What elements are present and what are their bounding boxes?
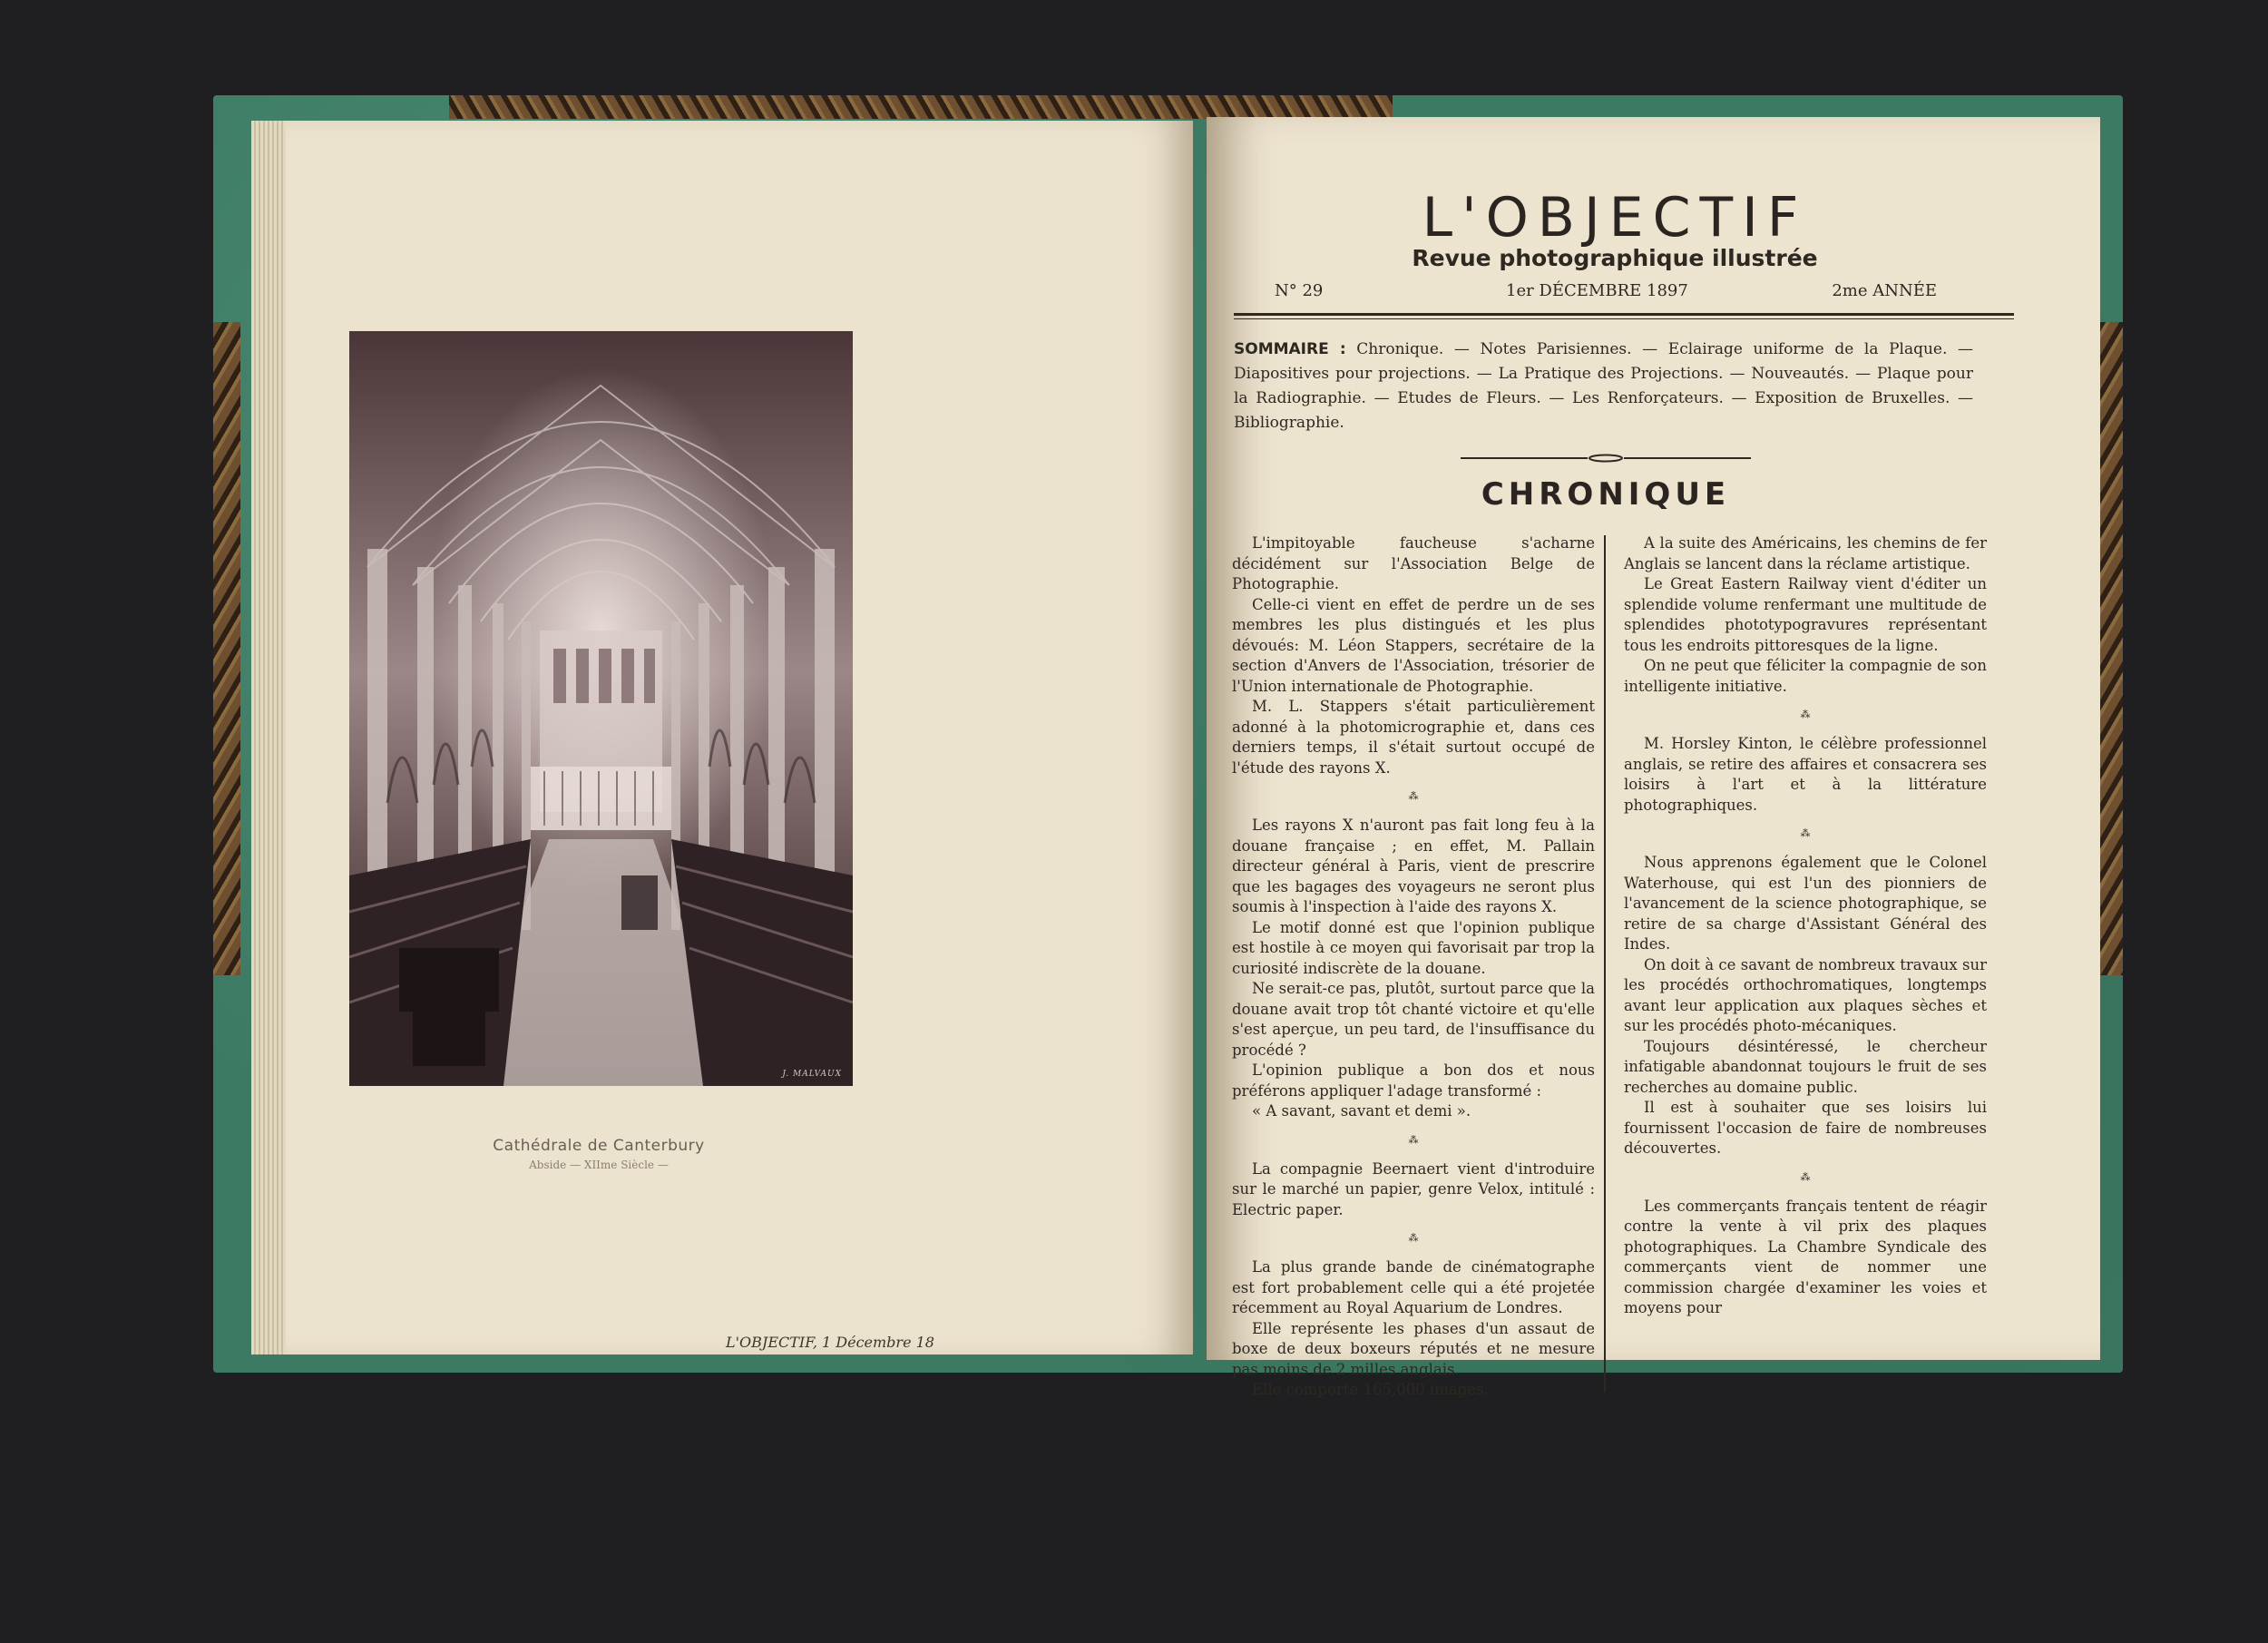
paragraph: « A savant, savant et demi ». xyxy=(1252,1102,1471,1120)
sommaire-text: Chronique. — Notes Parisiennes. — Eclairage uniforme de la Plaque. — Diapositives pour projections. — La Pratique des Projections. — Nouveautés. — Plaque pour la Radiographie. — Etudes de Fleurs. — Les Renforçateurs. — Exposition de Bruxelles. — Bibliographie. xyxy=(1234,340,1974,432)
asterism: ⁂ xyxy=(1408,790,1419,802)
table-of-contents xyxy=(1234,337,1973,435)
asterism: ⁂ xyxy=(1408,1232,1419,1244)
paragraph: La plus grande bande de cinématographe est fort probablement celle qui a été projetée récemment au Royal Aquarium de Londres. xyxy=(1232,1258,1595,1316)
issue-year: 2me ANNÉE xyxy=(1832,281,1937,300)
paragraph: Les rayons X n'auront pas fait long feu à la douane française ; en effet, M. Pallain directeur général à Paris, vient de prescrire que les bagages des voyageurs ne seront plus soumis à l'inspection à l'aide des rayons X. xyxy=(1232,817,1595,915)
paragraph: Elle représente les phases d'un assaut de boxe de deux boxeurs réputés et ne mesure pas moins de 2 milles anglais. xyxy=(1232,1319,1595,1378)
cathedral-interior-photo xyxy=(349,331,853,1086)
page-edges xyxy=(251,121,288,1354)
journal-title: L'OBJECTIF xyxy=(1422,186,1808,249)
paragraph: Celle-ci vient en effet de perdre un de ses membres les plus distingués et les plus dévoués: M. Léon Stappers, secrétaire de la section d'Anvers de l'Association, trésorier de l'Union internationale de Photographie. xyxy=(1232,595,1595,695)
header-rule-thin xyxy=(1234,318,2014,319)
asterism: ⁂ xyxy=(1800,827,1811,839)
asterism: ⁂ xyxy=(1800,709,1811,720)
paragraph: Toujours désintéressé, le chercheur infatigable abandonnat toujours le fruit de ses recherches au domaine public. xyxy=(1624,1037,1987,1096)
paragraph: On doit à ce savant de nombreux travaux sur les procédés orthochromatiques, longtemps avant leur application aux plaques sèches et sur les procédés photo-mécaniques. xyxy=(1624,955,1987,1034)
photo-caption-sub: Abside — XIIme Siècle — xyxy=(529,1159,669,1171)
paragraph: Il est à souhaiter que ses loisirs lui fournissent l'occasion de faire de nombreuses découvertes. xyxy=(1624,1099,1987,1157)
issue-info xyxy=(1275,281,1937,305)
paragraph: Le Great Eastern Railway vient d'éditer un splendide volume renfermant une multitude de splendides phototypogravures représentant tous les endroits pittoresques de la ligne. xyxy=(1624,575,1987,654)
article-column-right xyxy=(1624,533,1987,1319)
paragraph: On ne peut que féliciter la compagnie de son intelligente initiative. xyxy=(1624,657,1987,695)
sommaire-label: SOMMAIRE : xyxy=(1234,340,1346,358)
marbled-edge-top xyxy=(449,95,1393,119)
paragraph: M. Horsley Kinton, le célèbre professionnel anglais, se retire des affaires et consacrera ses loisirs à l'art et à la littérature photographiques. xyxy=(1624,735,1987,814)
paragraph: Nous apprenons également que le Colonel Waterhouse, qui est l'un des pionniers de l'avancement de la science photographique, se retire de sa charge d'Assistant Général des Indes. xyxy=(1624,854,1987,953)
left-page-footer: L'OBJECTIF, 1 Décembre 18 xyxy=(726,1334,934,1351)
asterism: ⁂ xyxy=(1800,1170,1811,1183)
section-title: CHRONIQUE xyxy=(1481,476,1731,513)
cathedral-illustration xyxy=(349,331,853,1086)
journal-subtitle: Revue photographique illustrée xyxy=(1412,245,1818,271)
ornamental-divider xyxy=(1461,454,1751,463)
paragraph: L'opinion publique a bon dos et nous préférons appliquer l'adage transformé : xyxy=(1232,1061,1595,1100)
paragraph: A la suite des Américains, les chemins de fer Anglais se lancent dans la réclame artistique. xyxy=(1624,534,1987,572)
paragraph: La compagnie Beernaert vient d'introduire sur le marché un papier, genre Velox, intitulé : Electric paper. xyxy=(1232,1159,1595,1218)
column-divider xyxy=(1604,535,1606,1393)
header-rule-thick xyxy=(1234,313,2014,316)
paragraph: L'impitoyable faucheuse s'acharne décidément sur l'Association Belge de Photographie. xyxy=(1232,534,1595,592)
paragraph: Ne serait-ce pas, plutôt, surtout parce que la douane avait trop tôt chanté victoire et qu'elle s'est aperçue, un peu tard, de l'insuffisance du procédé ? xyxy=(1232,980,1595,1059)
asterism: ⁂ xyxy=(1408,1133,1419,1146)
photo-caption: Cathédrale de Canterbury xyxy=(493,1137,705,1155)
issue-number: N° 29 xyxy=(1275,281,1324,300)
paragraph: Le motif donné est que l'opinion publique est hostile à ce moyen qui favorisait par trop la curiosité indiscrète de la douane. xyxy=(1232,918,1595,977)
issue-date: 1er DÉCEMBRE 1897 xyxy=(1506,281,1688,300)
marbled-edge-left xyxy=(213,322,240,975)
paragraph: M. L. Stappers s'était particulièrement adonné à la photomicrographie et, dans ces derniers temps, il s'était surtout occupé de l'étude des rayons X. xyxy=(1232,698,1595,777)
engraver-signature: J. MALVAUX xyxy=(782,1070,842,1079)
paragraph: Les commerçants français tentent de réagir contre la vente à vil prix des plaques photographiques. La Chambre Syndicale des commerçants vient de nommer une commission chargée d'examiner les voies et moyens pour xyxy=(1624,1197,1987,1316)
paragraph: Elle comporte 165,000 images. xyxy=(1252,1381,1489,1398)
article-column-left xyxy=(1232,533,1595,1401)
